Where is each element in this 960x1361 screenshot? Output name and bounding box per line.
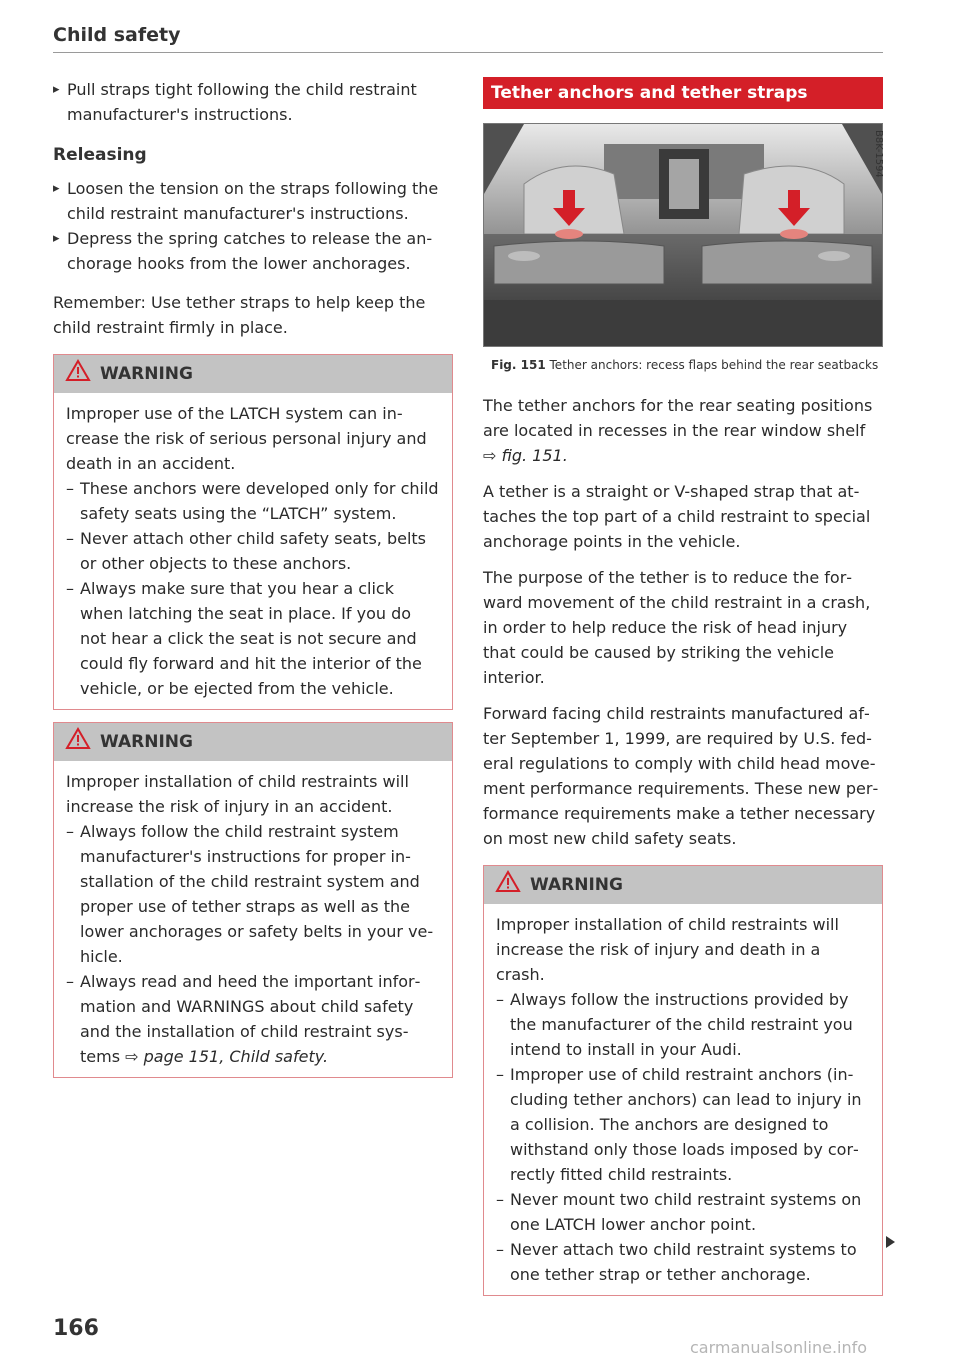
rear-shelf-illustration	[484, 124, 882, 346]
warning-title: WARNING	[100, 731, 193, 752]
figure-code: B8K-1594	[873, 130, 884, 178]
instruction-bullet: ▸ Depress the spring catches to release the anchorage hooks from the lower anchorages.	[53, 226, 453, 276]
page-number: 166	[53, 1316, 99, 1341]
warning-intro: Improper installation of child restraints will increase the risk of injury in an accident.	[66, 772, 409, 816]
warning-triangle-icon	[66, 360, 90, 389]
warning-intro: Improper installation of child restraints will increase the risk of injury and death in a crash.	[496, 915, 839, 984]
figure-caption	[491, 355, 883, 375]
body-paragraph: A tether is a straight or V-shaped strap that attaches the top part of a child restraint to special anchorage points in the vehicle.	[483, 482, 871, 551]
body-paragraph: The purpose of the tether is to reduce the forward movement of the child restraint in a crash, in order to help reduce the risk of head injury that could be caused by striking the vehicle interior.	[483, 568, 871, 687]
figure-label: Fig. 151	[491, 358, 546, 372]
warning-body	[54, 761, 452, 1077]
warning-item	[66, 969, 440, 1069]
instruction-bullet: ▸ Loosen the tension on the straps following the child restraint manufacturer's instructions.	[53, 176, 453, 226]
body-paragraph	[483, 393, 883, 468]
warning-triangle-icon	[496, 871, 520, 900]
warning-item: – Always make sure that you hear a click when latching the seat in place. If you do not hear a click the seat is not secure and could fly forward and hit the interior of the vehicle, or be ejected from the vehicle.	[66, 576, 440, 701]
warning-header	[54, 355, 452, 393]
warning-box	[483, 865, 883, 1296]
warning-body	[54, 393, 452, 709]
section-title: Tether anchors and tether straps	[483, 77, 883, 109]
warning-intro: Improper use of the LATCH system can increase the risk of serious personal injury and death in an accident.	[66, 404, 427, 473]
body-paragraph: Forward facing child restraints manufactured after September 1, 1999, are required by U.S. federal regulations to comply with child head movement performance requirements. These new performance requirements make a tether necessary on most new child safety seats.	[483, 704, 879, 848]
warning-header	[484, 866, 882, 904]
warning-title: WARNING	[530, 874, 623, 895]
warning-item: – Always follow the child restraint system manufacturer's instructions for proper installation of the child restraint system and proper use of tether straps as well as the lower anchorages or safety belts in your vehicle.	[66, 819, 440, 969]
warning-item: – Never attach other child safety seats, belts or other objects to these anchors.	[66, 526, 440, 576]
continue-arrow-icon	[886, 1236, 895, 1248]
warning-item: – Never attach two child restraint systems to one tether strap or tether anchorage.	[496, 1237, 870, 1287]
warning-box	[53, 354, 453, 710]
warning-item: – These anchors were developed only for child safety seats using the “LATCH” system.	[66, 476, 440, 526]
paragraph-text: The tether anchors for the rear seating positions are located in recesses in the rear window shelf	[483, 396, 873, 440]
watermark: carmanualsonline.info	[690, 1338, 868, 1357]
warning-box	[53, 722, 453, 1078]
releasing-heading: Releasing	[53, 145, 147, 165]
chapter-title: Child safety	[53, 24, 181, 46]
warning-triangle-icon	[66, 728, 90, 757]
instruction-bullet: ▸ Pull straps tight following the child restraint manufacturer's instructions.	[53, 77, 453, 127]
warning-header	[54, 723, 452, 761]
warning-body	[484, 904, 882, 1295]
figure-caption-text: Tether anchors: recess flaps behind the rear seatbacks	[549, 358, 879, 372]
tether-anchor-figure	[483, 123, 883, 347]
header-divider	[53, 52, 883, 53]
warning-item: – Improper use of child restraint anchors (including tether anchors) can lead to injury in a collision. The anchors are designed to withstand only those loads imposed by correctly fitted child restraints.	[496, 1062, 870, 1187]
right-column	[483, 77, 883, 1308]
warning-item: – Always follow the instructions provided by the manufacturer of the child restraint you intend to install in your Audi.	[496, 987, 870, 1062]
page-reference-link[interactable]: ⇨ page 151, Child safety.	[125, 1047, 329, 1066]
warning-title: WARNING	[100, 363, 193, 384]
warning-item: – Never mount two child restraint systems on one LATCH lower anchor point.	[496, 1187, 870, 1237]
figure-reference-link[interactable]: ⇨ fig. 151.	[483, 446, 568, 465]
remember-paragraph: Remember: Use tether straps to help keep the child restraint firmly in place.	[53, 293, 426, 337]
left-column	[53, 77, 453, 1090]
warning-item-text: Always read and heed the important information and WARNINGS about child safety and the installation of child restraint systems	[80, 972, 421, 1066]
